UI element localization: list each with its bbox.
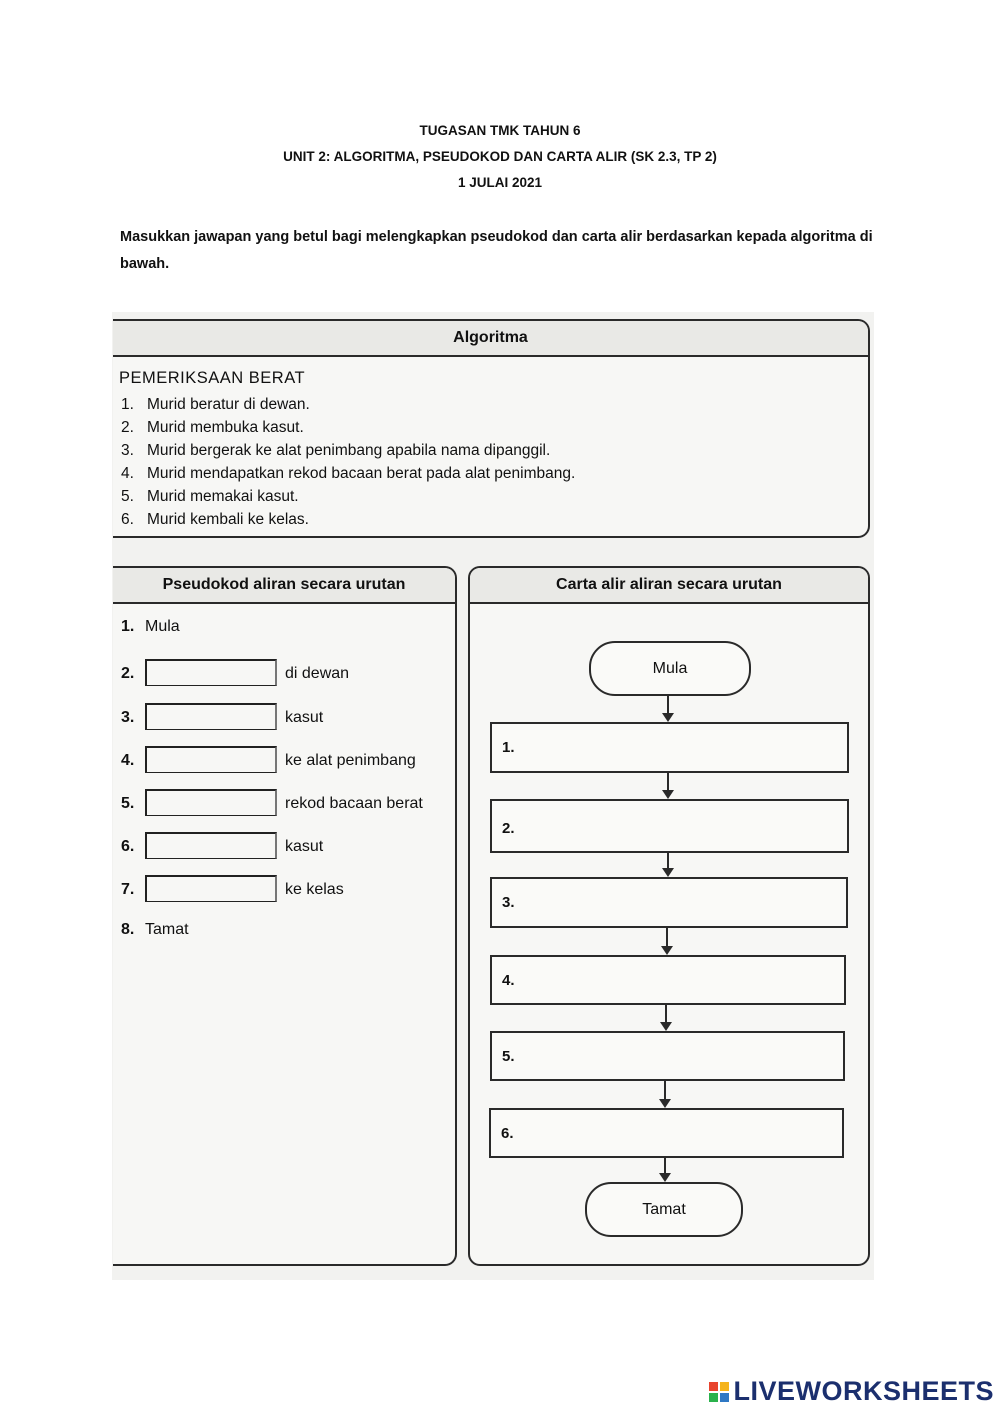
flow-arrow xyxy=(667,853,669,875)
line-text: Mula xyxy=(145,618,180,635)
answer-blank-4[interactable] xyxy=(145,746,277,773)
flowchart-box-4 xyxy=(490,955,846,1005)
flowchart-box-3 xyxy=(490,877,848,928)
step-number: 2. xyxy=(121,419,134,436)
flowchart-answer-6[interactable] xyxy=(522,1109,842,1157)
pseudocode-line xyxy=(121,921,189,939)
line-number: 7. xyxy=(121,881,135,898)
logo-text: LIVEWORKSHEETS xyxy=(733,1376,994,1406)
flow-arrow xyxy=(666,928,668,953)
line-number: 1. xyxy=(121,618,135,635)
pseudocode-line xyxy=(121,875,344,902)
answer-blank-7[interactable] xyxy=(145,875,277,902)
algorithm-steps xyxy=(121,393,575,531)
pseudocode-panel xyxy=(113,566,457,1266)
step-number: 1. xyxy=(121,396,134,413)
flowchart-answer-2[interactable] xyxy=(523,799,847,837)
answer-blank-2[interactable] xyxy=(145,659,277,686)
logo-square xyxy=(720,1393,729,1402)
flowchart-answer-1[interactable] xyxy=(523,723,847,772)
step-text: Murid bergerak ke alat penimbang apabila nama dipanggil. xyxy=(147,442,551,459)
flowchart-box-1 xyxy=(490,722,849,773)
algorithm-step xyxy=(121,485,575,508)
algorithm-panel xyxy=(113,319,870,538)
line-text: ke alat penimbang xyxy=(285,752,416,769)
line-number: 2. xyxy=(121,665,135,682)
step-number: 3. xyxy=(121,442,134,459)
step-text: Murid kembali ke kelas. xyxy=(147,511,309,528)
pseudocode-line xyxy=(121,789,423,816)
line-number: 5. xyxy=(121,795,135,812)
step-number: 4. xyxy=(121,465,134,482)
flowchart-box-6 xyxy=(489,1108,844,1158)
step-text: Murid mendapatkan rekod bacaan berat pada alat penimbang. xyxy=(147,465,576,482)
flow-arrow xyxy=(664,1158,666,1180)
unit-title: UNIT 2: ALGORITMA, PSEUDOKOD DAN CARTA ALIR (SK 2.3, TP 2) xyxy=(283,149,717,164)
algorithm-step xyxy=(121,439,575,462)
step-text: Murid membuka kasut. xyxy=(147,419,304,436)
line-text: kasut xyxy=(285,838,324,855)
box-number: 6. xyxy=(501,1124,514,1142)
liveworksheets-logo xyxy=(709,1376,994,1407)
logo-square xyxy=(709,1393,718,1402)
line-number: 3. xyxy=(121,709,135,726)
algorithm-heading: Algoritma xyxy=(113,321,868,357)
pseudocode-line xyxy=(121,618,180,636)
worksheet-title: TUGASAN TMK TAHUN 6 xyxy=(419,123,581,138)
box-number: 1. xyxy=(502,739,515,756)
flowchart-start-terminal: Mula xyxy=(589,641,751,696)
flowchart-answer-5[interactable] xyxy=(523,1032,843,1080)
answer-blank-5[interactable] xyxy=(145,789,277,816)
flow-arrow xyxy=(664,1081,666,1106)
step-number: 6. xyxy=(121,511,134,528)
algorithm-step xyxy=(121,462,575,485)
line-number: 4. xyxy=(121,752,135,769)
line-text: ke kelas xyxy=(285,881,344,898)
flowchart-heading: Carta alir aliran secara urutan xyxy=(470,568,868,604)
line-text: rekod bacaan berat xyxy=(285,795,423,812)
pseudocode-line xyxy=(121,659,349,686)
algorithm-step xyxy=(121,508,575,531)
line-text: kasut xyxy=(285,709,324,726)
box-number: 4. xyxy=(502,971,515,989)
line-number: 8. xyxy=(121,921,135,938)
step-number: 5. xyxy=(121,488,134,505)
pseudocode-heading: Pseudokod aliran secara urutan xyxy=(113,568,455,604)
pseudocode-line xyxy=(121,703,323,730)
flowchart-box-5 xyxy=(490,1031,845,1081)
line-text: Tamat xyxy=(145,921,189,938)
box-number: 3. xyxy=(502,894,515,911)
flowchart-end-terminal: Tamat xyxy=(585,1182,743,1237)
step-text: Murid memakai kasut. xyxy=(147,488,299,505)
line-number: 6. xyxy=(121,838,135,855)
logo-square xyxy=(720,1382,729,1391)
instruction-text: Masukkan jawapan yang betul bagi melengkapkan pseudokod dan carta alir berdasarkan kepada algoritma di bawah. xyxy=(120,229,873,272)
answer-blank-6[interactable] xyxy=(145,832,277,859)
flow-arrow xyxy=(665,1005,667,1029)
box-number: 2. xyxy=(502,820,515,837)
flowchart-box-2 xyxy=(490,799,849,853)
algorithm-step xyxy=(121,393,575,416)
algorithm-title: PEMERIKSAAN BERAT xyxy=(119,369,306,387)
algorithm-step xyxy=(121,416,575,439)
line-text: di dewan xyxy=(285,665,350,682)
logo-squares-icon xyxy=(709,1382,729,1402)
logo-square xyxy=(709,1382,718,1391)
flowchart-answer-3[interactable] xyxy=(523,878,846,927)
answer-blank-3[interactable] xyxy=(145,703,277,730)
flowchart-answer-4[interactable] xyxy=(523,956,844,1004)
flow-arrow xyxy=(667,696,669,720)
pseudocode-line xyxy=(121,832,323,859)
step-text: Murid beratur di dewan. xyxy=(147,396,310,413)
pseudocode-line xyxy=(121,746,416,773)
box-number: 5. xyxy=(502,1047,515,1065)
flow-arrow xyxy=(667,773,669,797)
date: 1 JULAI 2021 xyxy=(457,175,543,190)
